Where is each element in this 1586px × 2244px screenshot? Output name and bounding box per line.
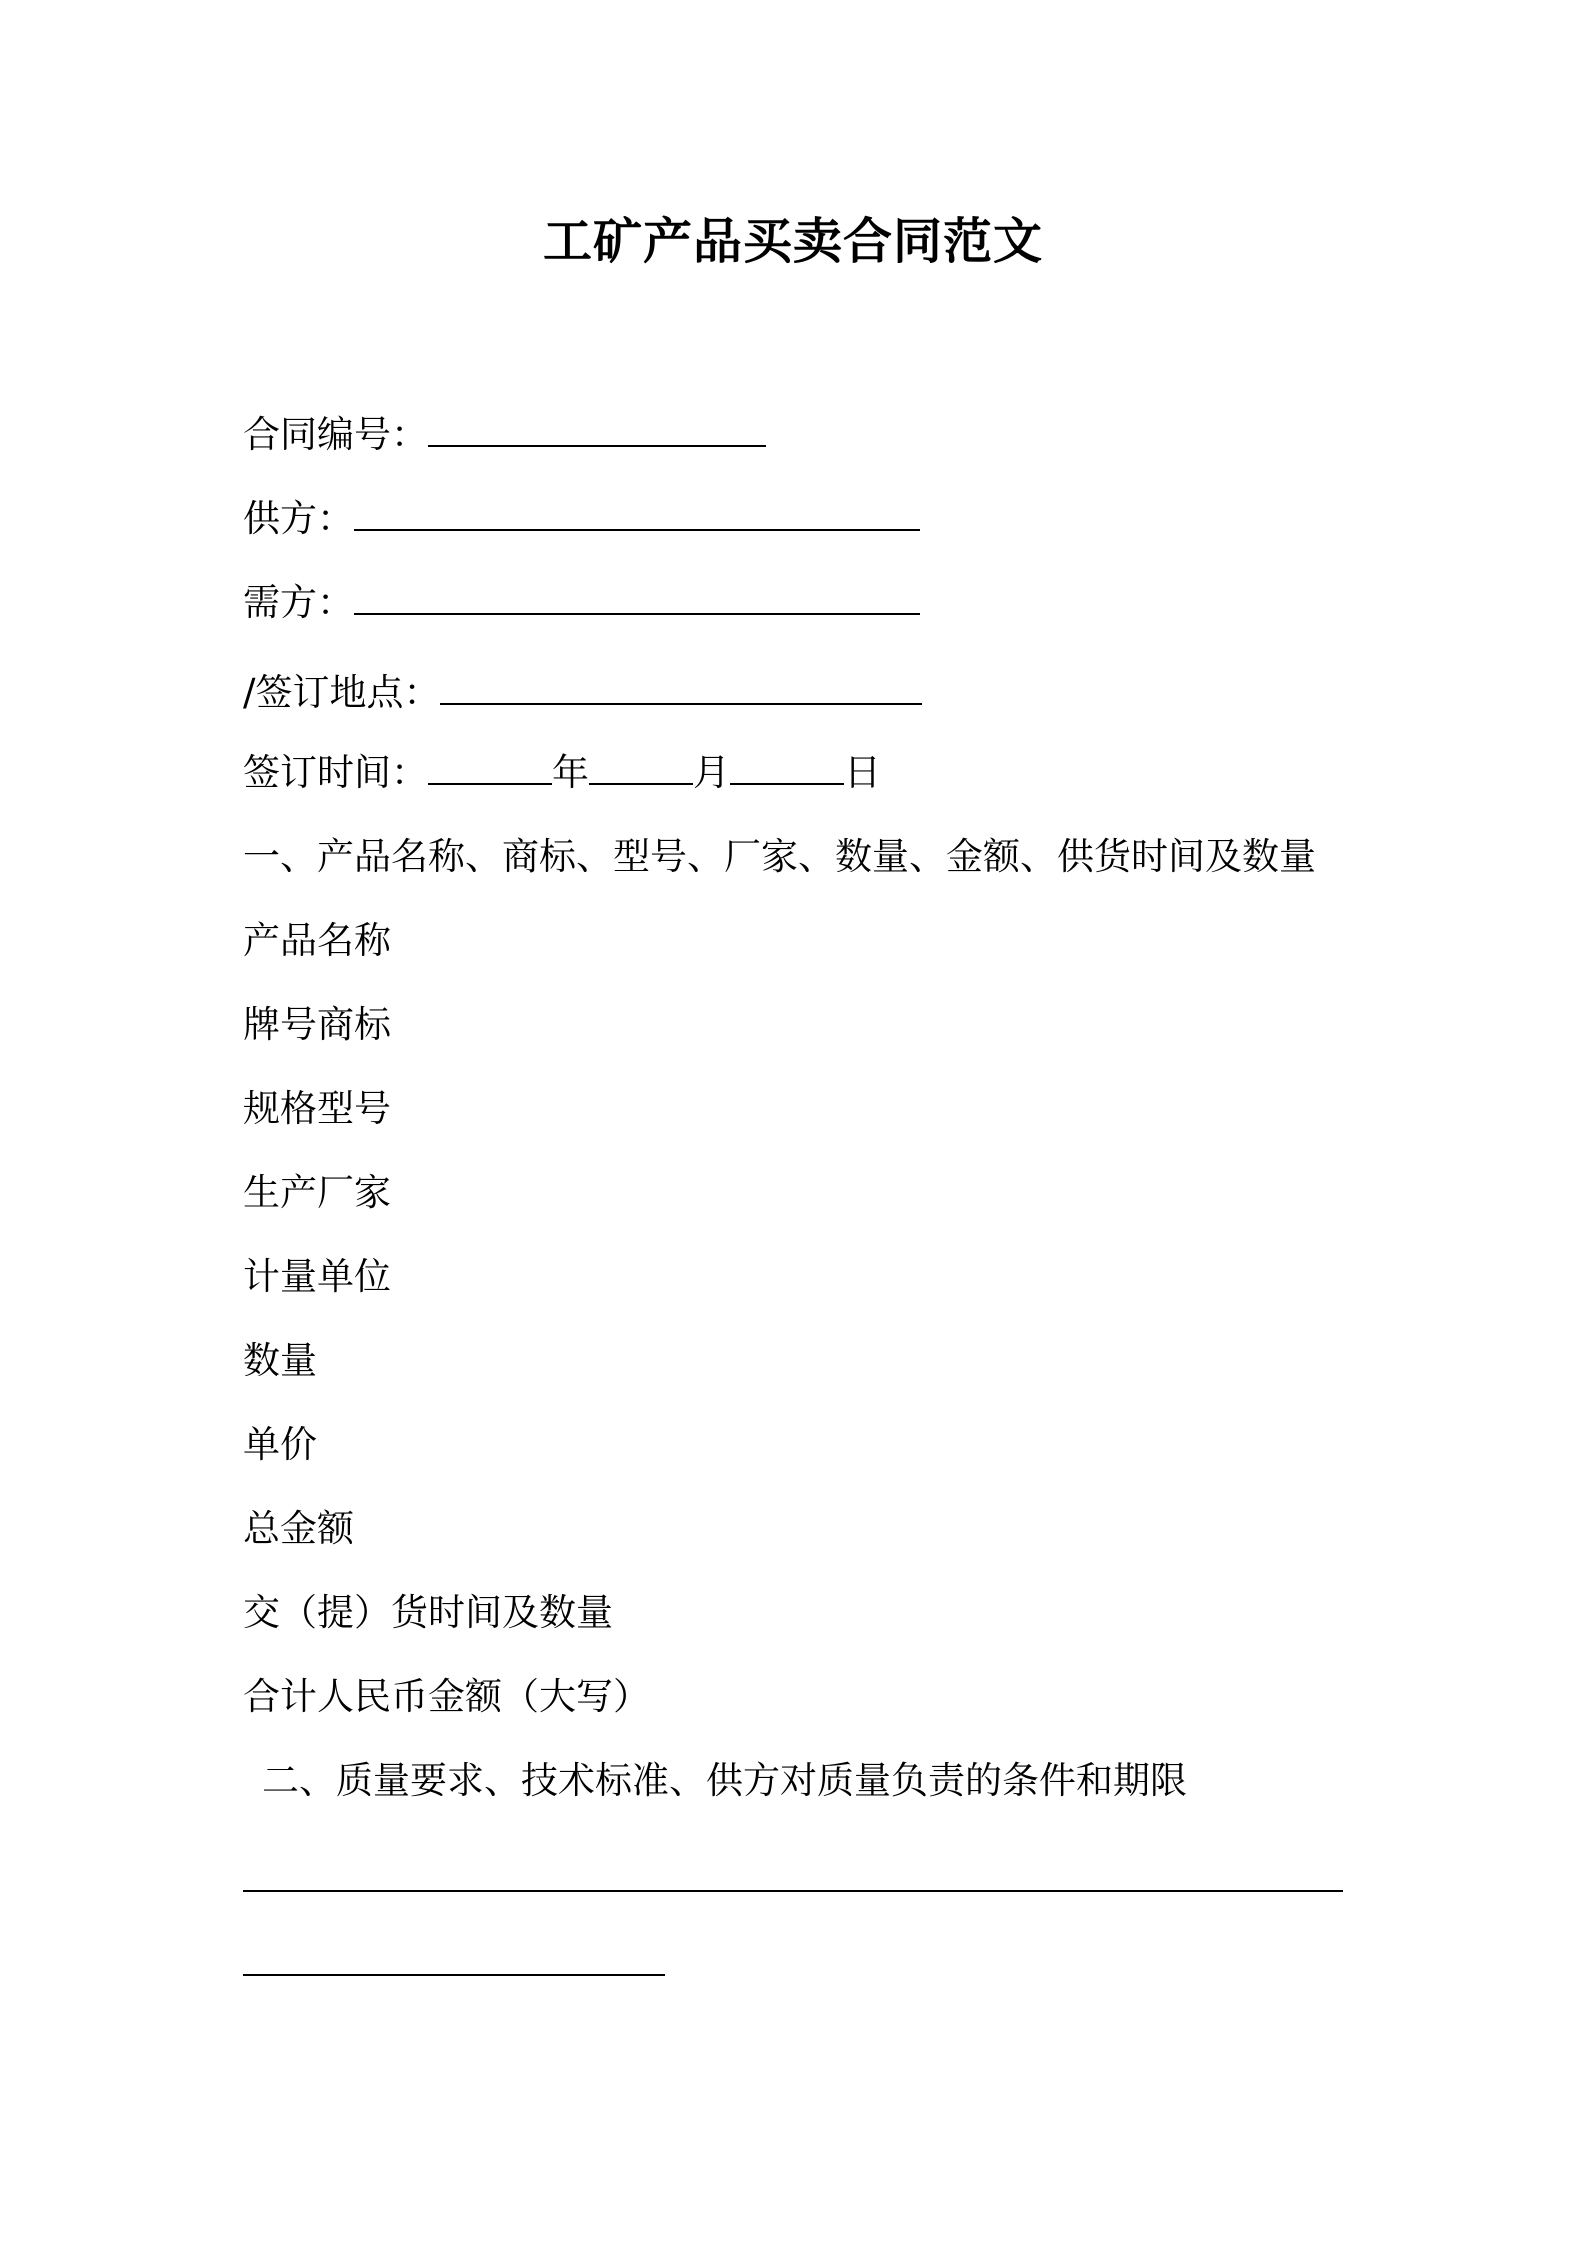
month-label: 月 — [693, 751, 730, 794]
item-unit: 计量单位 — [243, 1255, 391, 1298]
sign-time-label: 签订时间： — [243, 751, 428, 794]
sign-place-label: /签订地点： — [243, 671, 441, 714]
document-title: 工矿产品买卖合同范文 — [542, 213, 1043, 270]
contract-number-label: 合同编号： — [243, 413, 428, 456]
sign-place-line — [243, 670, 922, 716]
item-quantity: 数量 — [243, 1339, 317, 1382]
year-blank — [428, 753, 552, 785]
item-manufacturer: 生产厂家 — [243, 1171, 391, 1214]
buyer-line — [243, 580, 920, 626]
month-blank — [589, 753, 693, 785]
item-delivery-time: 交（提）货时间及数量 — [243, 1591, 613, 1634]
contract-number-blank — [428, 415, 766, 447]
contract-number-line — [243, 412, 766, 458]
section2-heading: 二、质量要求、技术标准、供方对质量负责的条件和期限 — [262, 1759, 1187, 1802]
sign-place-blank — [440, 673, 922, 705]
section1-heading: 一、产品名称、商标、型号、厂家、数量、金额、供货时间及数量 — [243, 835, 1316, 878]
year-label: 年 — [552, 751, 589, 794]
supplier-label: 供方： — [243, 497, 354, 540]
buyer-blank — [354, 583, 920, 615]
supplier-blank — [354, 499, 920, 531]
supplier-line — [243, 496, 920, 542]
day-label: 日 — [844, 751, 881, 794]
item-unit-price: 单价 — [243, 1423, 317, 1466]
item-model: 规格型号 — [243, 1087, 391, 1130]
item-product-name: 产品名称 — [243, 919, 391, 962]
blank-line-2 — [243, 1974, 665, 1976]
item-total-amount: 总金额 — [243, 1507, 354, 1550]
buyer-label: 需方： — [243, 581, 354, 624]
sign-time-line — [243, 750, 881, 796]
item-brand: 牌号商标 — [243, 1003, 391, 1046]
item-total-rmb: 合计人民币金额（大写） — [243, 1675, 650, 1718]
blank-line-1 — [243, 1890, 1343, 1892]
day-blank — [730, 753, 844, 785]
